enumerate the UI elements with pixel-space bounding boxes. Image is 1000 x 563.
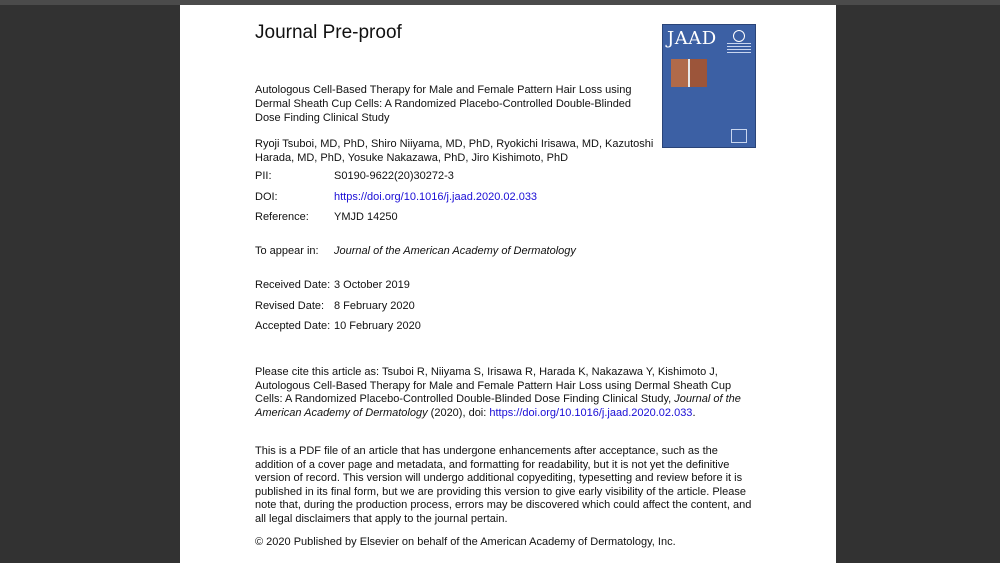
doi-label: DOI: [255,191,278,203]
received-date-value: 3 October 2019 [334,279,410,291]
pii-value: S0190-9622(20)30272-3 [334,170,454,182]
journal-cover-thumbnail [662,24,756,148]
to-appear-in-value: Journal of the American Academy of Dermatology [334,245,576,257]
disclaimer-paragraph: This is a PDF file of an article that has undergone enhancements after acceptance, such as the addition of a cover page and metadata, and formatting for readability, but it is not yet the definitive version of record. This version will undergo additional copyediting, typesetting and review before it is published in its final form, but we are providing this version to give early visibility of the article. Please note that, during the production process, errors may be discovered which could affect the content, and all legal disclaimers that apply to the journal pertain. [255,445,752,525]
revised-date-value: 8 February 2020 [334,300,415,312]
copyright-notice: © 2020 Published by Elsevier on behalf of the American Academy of Dermatology, Inc. [255,536,676,548]
revised-date-label: Revised Date: [255,300,325,312]
citation-middle: (2020), doi: [427,406,490,419]
cover-text-lines [727,43,751,55]
cover-logo: JAAD [667,28,717,49]
pdf-page [180,5,836,563]
accepted-date-value: 10 February 2020 [334,320,421,332]
citation-journal: Journal of the American Academy of Dermatology [255,393,741,419]
pii-label: PII: [255,170,272,182]
accepted-date-label: Accepted Date: [255,320,331,332]
citation-text: Please cite this article as: Tsuboi R, Niiyama S, Irisawa R, Harada K, Nakazawa Y, Kishimoto J, Autologous Cell-Based Therapy for Male and Female Pattern Hair Loss using Dermal Sheath Cup Cells: A Randomized Placebo-Controlled Double-Blinded Dose Finding Clinical Study, [255,366,732,405]
article-title: Autologous Cell-Based Therapy for Male and Female Pattern Hair Loss using Dermal Sheath Cup Cells: A Randomized Placebo-Controlled Double-Blinded Dose Finding Clinical Study [255,84,632,124]
doi-link[interactable]: https://doi.org/10.1016/j.jaad.2020.02.033 [334,191,538,203]
elsevier-logo-icon [731,129,747,143]
cover-photo [671,59,707,87]
authors: Ryoji Tsuboi, MD, PhD, Shiro Niiyama, MD, PhD, Ryokichi Irisawa, MD, Kazutoshi Harada, MD, PhD, Yosuke Nakazawa, PhD, Jiro Kishimoto, PhD [255,138,654,164]
journal-pre-proof-heading: Journal Pre-proof [255,22,402,43]
citation-doi-link[interactable]: https://doi.org/10.1016/j.jaad.2020.02.033 [489,406,693,419]
reference-label: Reference: [255,211,309,223]
citation-paragraph [255,366,753,420]
cover-seal-icon [733,30,745,42]
to-appear-in-label: To appear in: [255,245,319,257]
received-date-label: Received Date: [255,279,331,291]
citation-end: . [692,406,696,419]
reference-value: YMJD 14250 [334,211,398,223]
